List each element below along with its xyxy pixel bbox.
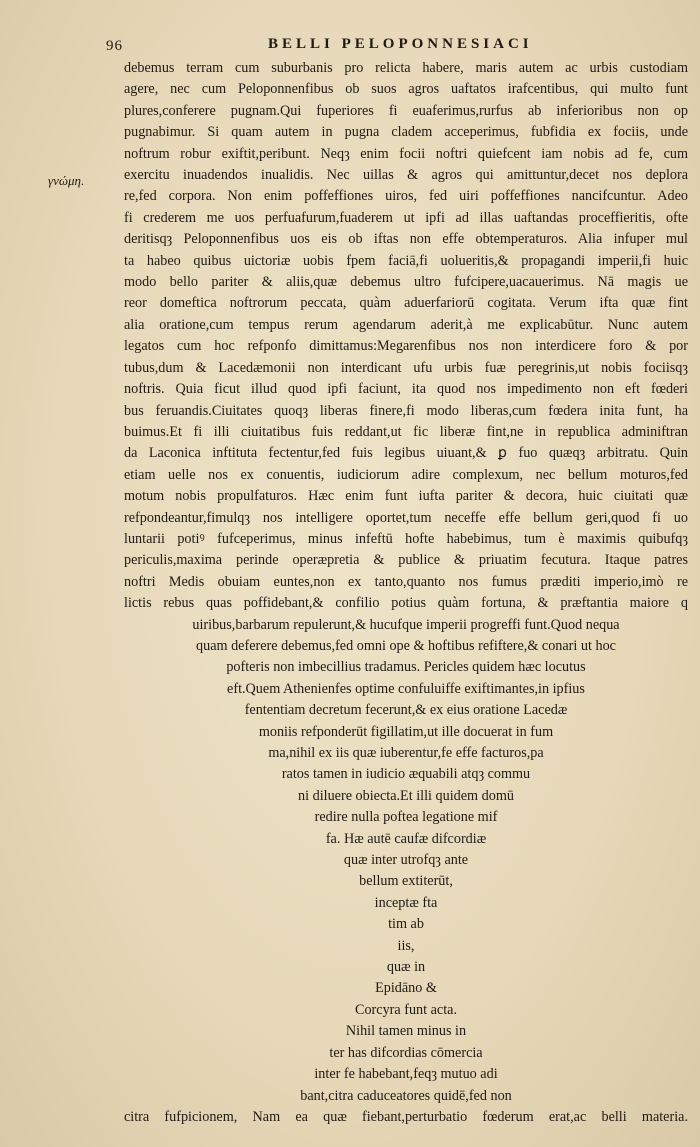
text-line: noftris. Quia ficut illud quod ipfi faciunt, ita quod nos impedimento non eft fœderi xyxy=(124,381,688,398)
body-text xyxy=(124,58,688,1128)
text-line: deritisqȝ Peloponnenfibus uos eis ob iftas non effe obtemperaturos. Alia infuper mul xyxy=(124,231,688,248)
taper-line: inter fe habebant,feqȝ mutuo adi xyxy=(314,1066,498,1083)
text-line: alia oratione,cum tempus rerum agendarum aderit,à me explicabūtur. Nunc autem xyxy=(124,316,688,333)
text-line: lictis rebus quas poffidebant,& confilio potius quàm fortuna, & præftantia maiore q xyxy=(124,595,688,612)
text-line: noftrum robur exiftit,peribunt. Neqȝ enim focii noftri quiefcent iam nobis ad fe, cum xyxy=(124,145,688,162)
text-line: re,fed corpora. Non enim poffeffiones uiros, fed uiri poffeffiones nancifcuntur. Adeo xyxy=(124,188,688,205)
page-header xyxy=(0,32,700,56)
text-line: noftri Medis obuiam euntes,non ex tanto,quanto nos fumus præditi imperio,imò re xyxy=(124,573,688,590)
taper-line: bellum extiterūt, xyxy=(359,873,453,890)
text-line: debemus terram cum suburbanis pro relicta habere, maris autem ac urbis custodiam xyxy=(124,60,688,76)
taper-line: moniis refponderūt figillatim,ut ille docuerat in fum xyxy=(258,723,554,740)
running-title: BELLI PELOPONNESIACI xyxy=(268,36,533,52)
margin-note: γνώμη. xyxy=(48,173,85,188)
text-line: legatos cum hoc refponfo dimittamus:Megarenfibus nos non interdicere foro & por xyxy=(124,338,688,355)
text-line: reor domeftica noftrorum peccata, quàm aduerfariorū cogitata. Verum ifta quæ fint xyxy=(124,295,688,312)
taper-line: quam deferere debemus,fed omni ope & hoftibus refiftere,& conari ut hoc xyxy=(196,637,616,654)
taper-line: fa. Hæ autē caufæ difcordiæ xyxy=(325,830,487,847)
taper-line: ma,nihil ex iis quæ iuberentur,fe effe facturos,pa xyxy=(268,745,544,761)
taper-line: ter has difcordias cōmercia xyxy=(329,1044,483,1061)
text-line: luntarii potiꝰ fufceperimus, minus infeftū hofte habebimus, tum è maximis quibufqȝ xyxy=(124,530,688,547)
taper-line: ratos tamen in iudicio æquabili atqȝ commu xyxy=(281,766,531,783)
taper-line: Epidāno & xyxy=(375,980,437,997)
text-line: etiam uelle nos ex conuentis, iudiciorum adire complexum, nec bellum moturos,fed xyxy=(124,466,688,483)
taper-line: pofteris non imbecillius tradamus. Pericles quidem hæc locutus xyxy=(226,659,586,676)
text-line: fi crederem me uos perfuafurum,fuaderem ut ipfi ad illas uaftandas proceffieritis, ofte xyxy=(124,209,688,226)
taper-line: quæ in xyxy=(386,959,426,976)
taper-line: redire nulla poftea legatione mif xyxy=(314,809,498,826)
taper-line: ni diluere obiecta.Et illi quidem domū xyxy=(298,787,514,804)
text-line: plures,conferere pugnam.Qui fuperiores fi euaferimus,rurfus ab inferioribus non op xyxy=(124,102,688,119)
taper-line: bant,citra caduceatores quidē,fed non xyxy=(300,1087,512,1104)
taper-line: uiribus,barbarum repulerunt,& hucufque imperii progreffi funt.Quod nequa xyxy=(192,616,620,633)
taper-line: fententiam decretum fecerunt,& ex eius oratione Lacedæ xyxy=(244,702,568,719)
text-line: modo bello pariter & aliis,quæ debemus ultro fufcipere,uacauerimus. Nā magis ue xyxy=(124,274,688,291)
tapered-block xyxy=(124,615,688,1107)
text-line: periculis,maxima perinde operæpretia & publice & priuatim fecutura. Itaque patres xyxy=(124,552,688,569)
taper-line: eft.Quem Athenienfes optime confuluiffe exiftimantes,in ipfius xyxy=(227,680,585,697)
page-number: 96 xyxy=(106,38,123,54)
text-line: da Laconica inftituta fectentur,fed fuis legibus uiuant,& ꝑ fuo quæqȝ arbitratu. Quin xyxy=(124,445,688,462)
taper-line: Nihil tamen minus in xyxy=(345,1023,467,1040)
final-line: citra fufpicionem, Nam ea quæ fiebant,perturbatio fœderum erat,ac belli materia. xyxy=(124,1108,688,1125)
taper-line: inceptæ fta xyxy=(374,894,438,911)
text-line: agere, nec cum Peloponnenfibus ob suos agros uaftatos irafcentibus, qui multo funt xyxy=(124,81,688,98)
text-line: motum nobis propulfaturos. Hæc enim funt iufta pariter & decora, huic ciuitati quæ xyxy=(124,488,688,505)
text-line: exercitu inuadendos inualidis. Nec uillas & agros qui amittuntur,decet nos deplora xyxy=(124,167,688,184)
taper-line: quæ inter utrofqȝ ante xyxy=(343,852,469,869)
text-line: buimus.Et fi illi ciuitatibus fuis reddant,ut fic liberæ fint,ne in republica adminiftran xyxy=(124,423,688,440)
text-line: ta habeo quibus uictoriæ uobis fpem faciā,fi uolueritis,& propagandi imperii,fi huic xyxy=(124,252,688,269)
justified-block xyxy=(124,58,688,615)
taper-line: tim ab xyxy=(388,916,424,933)
taper-line: iis, xyxy=(397,937,415,954)
text-line: tubus,dum & Lacedæmonii non interdicant ufu urbis fuæ peregrinis,ut nobis fociisqȝ xyxy=(124,359,688,376)
text-line: pugnabimur. Si quam autem in pugna cladem acceperimus, fubfidia ex fociis, unde xyxy=(124,124,688,141)
text-line: bus feruandis.Ciuitates quoqȝ liberas finere,fi modo liberas,cum fœdera inita funt, ha xyxy=(124,402,688,419)
taper-line: Corcyra funt acta. xyxy=(354,1001,458,1018)
text-line: refpondeantur,fimulqȝ nos intelligere oportet,tum neceffe effe bellum geri,quod fi uo xyxy=(124,509,688,526)
